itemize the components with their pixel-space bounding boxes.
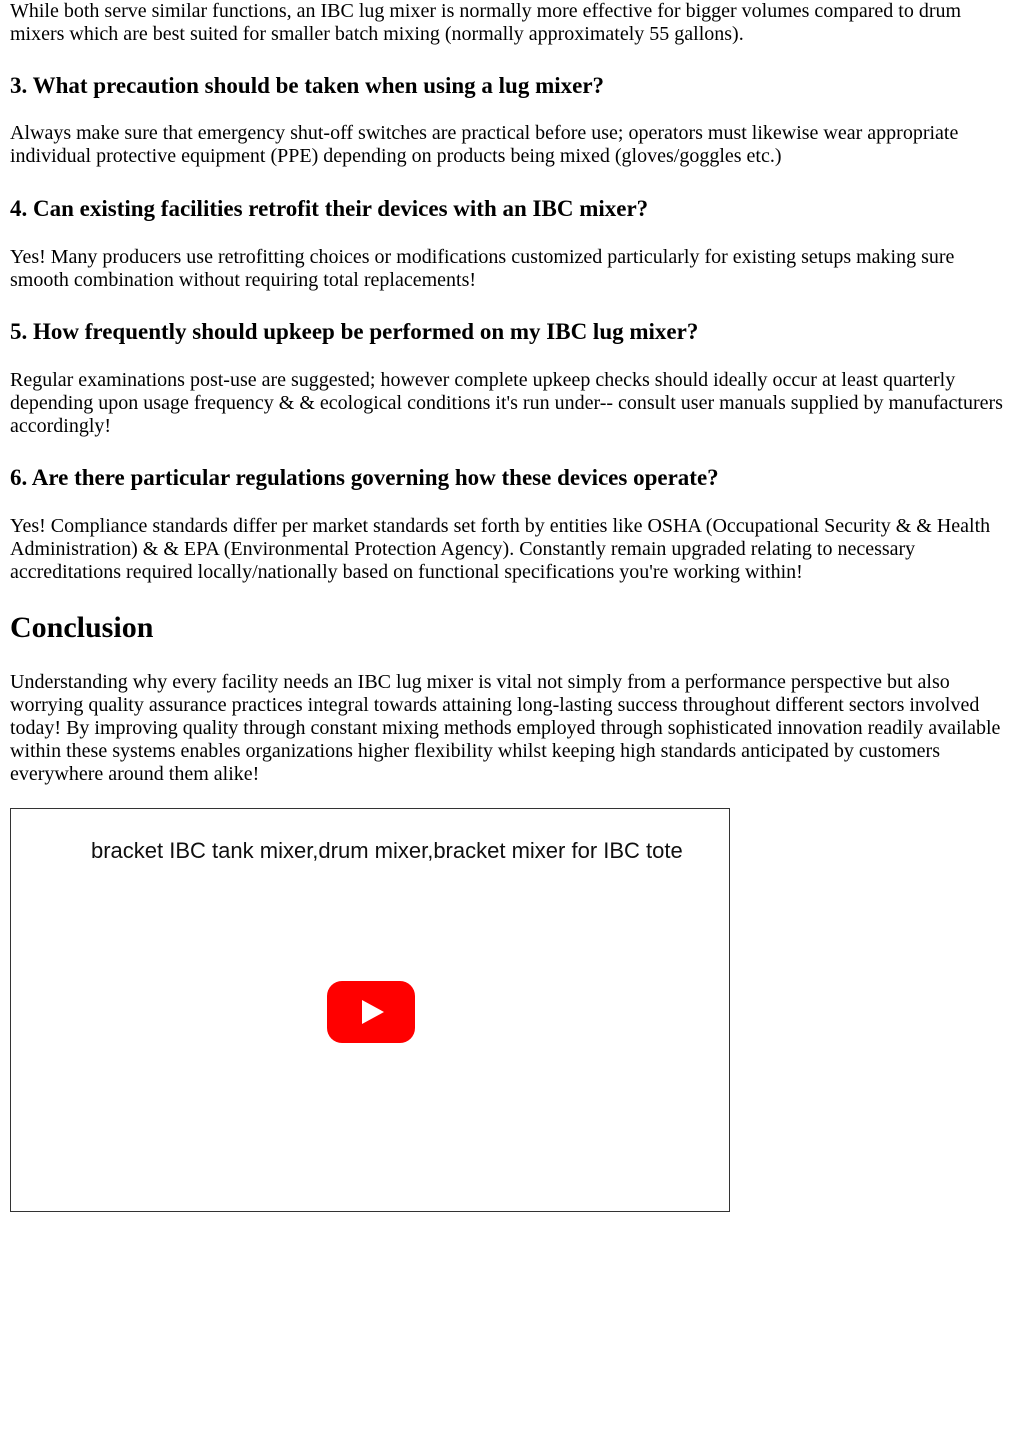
- conclusion-heading: Conclusion: [10, 611, 154, 644]
- faq-answer-3: Always make sure that emergency shut-off switches are practical before use; operators must likewise wear appropriate individual protective equipment (PPE) depending on products being mixed (gloves/goggles etc.): [10, 122, 959, 167]
- faq-question-5: 5. How frequently should upkeep be performed on my IBC lug mixer?: [10, 319, 699, 344]
- faq-question-6: 6. Are there particular regulations governing how these devices operate?: [10, 465, 719, 490]
- conclusion-paragraph: Understanding why every facility needs an IBC lug mixer is vital not simply from a performance perspective but also worrying quality assurance practices integral towards attaining long-lasting success throughout different sectors involved today! By improving quality through constant mixing methods employed through sophisticated innovation readily available within these systems enables organizations higher flexibility whilst keeping high standards anticipated by customers everywhere around them alike!: [10, 671, 1001, 785]
- faq-answer-6: Yes! Compliance standards differ per market standards set forth by entities like OSHA (Occupational Security & & Health Administration) & & EPA (Environmental Protection Agency). Constantly remain upgraded relating to necessary accreditations required locally/nationally based on functional specifications you're working within!: [10, 515, 991, 583]
- intro-paragraph: While both serve similar functions, an IBC lug mixer is normally more effective for bigger volumes compared to drum mixers which are best suited for smaller batch mixing (normally approximately 55 gallons).: [10, 0, 962, 45]
- play-button[interactable]: [327, 981, 415, 1043]
- faq-answer-4: Yes! Many producers use retrofitting choices or modifications customized particularly for existing setups making sure smooth combination without requiring total replacements!: [10, 246, 955, 291]
- youtube-play-icon[interactable]: [327, 981, 415, 1043]
- video-embed[interactable]: [10, 808, 730, 1212]
- faq-question-4: 4. Can existing facilities retrofit their devices with an IBC mixer?: [10, 196, 649, 221]
- faq-question-3: 3. What precaution should be taken when using a lug mixer?: [10, 73, 605, 98]
- video-title[interactable]: bracket IBC tank mixer,drum mixer,bracket mixer for IBC tote: [91, 838, 683, 863]
- faq-answer-5: Regular examinations post-use are suggested; however complete upkeep checks should ideally occur at least quarterly depending upon usage frequency & & ecological conditions it's run under-- consult user manuals supplied by manufacturers accordingly!: [10, 369, 1003, 437]
